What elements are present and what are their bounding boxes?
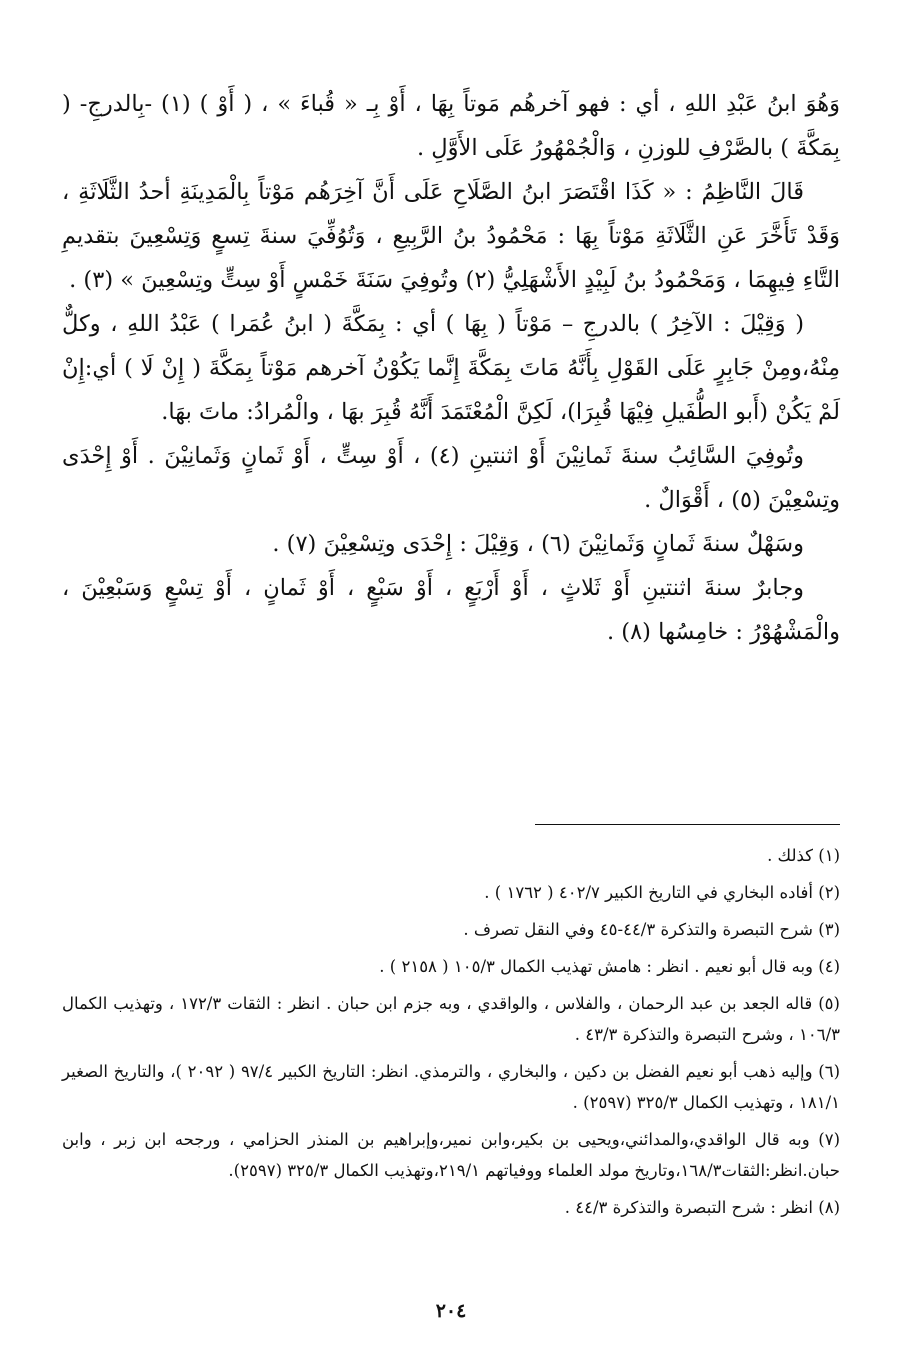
paragraph-4: وتُوفِيَ السَّائِبُ سنةَ ثَمانِيْنَ أَوْ اثنتينِ (٤) ، أَوْ سِتٍّ ، أَوْ ثَمانٍ وَثَمانِيْنَ . أَوْ إِحْدَى وتِسْعِيْنَ (٥) ، أَقْوَالٌ . [62,443,840,513]
paragraph-3: ( وَقِيْلَ : الآخِرُ ) بالدرجِ – مَوْتاً ( بِهَا ) أي : بِمَكَّةَ ( ابنُ عُمَرا ) عَبْدُ اللهِ ، وكلٌّ مِنْهُ،ومِنْ جَابِرٍ عَلَى القَوْلِ بِأَنَّهُ مَاتَ بِمَكَّةَ إِنَّما يَكُوْنُ آخرهم مَوْتاً بِمَكَّةَ ( إِنْ لَا ) أي:إِنْ لَمْ يَكُنْ (أَبو الطُّفَيلِ فِيْهَا قُبِرَا)، لَكِنَّ الْمُعْتَمَدَ أَنَّهُ قُبِرَ بهَا ، والْمُرادُ: ماتَ بهَا. [62,311,840,425]
footnote-7: (٧) وبه قال الواقدي،والمدائني،ويحيى بن بكير،وابن نمير،وإبراهيم بن المنذر الحزامي ، ورجحه ابن زبر ، وابن حبان.انظر:الثقات١٦٨/٣،وتاريخ مولد العلماء ووفياتهم ٢١٩/١،وتهذيب الكمال ٣٢٥/٣ (٢٥٩٧). [62,1130,840,1180]
main-text [62,82,840,654]
footnote-3: (٣) شرح التبصرة والتذكرة ٤٤/٣-٤٥ وفي النقل تصرف . [463,920,840,939]
footnote-1: (١) كذلك . [767,846,840,865]
document-page [62,82,840,1352]
footnote-4: (٤) وبه قال أبو نعيم . انظر : هامش تهذيب الكمال ١٠٥/٣ ( ٢١٥٨ ) . [379,957,840,976]
paragraph-6: وجابرٌ سنةَ اثنتينِ أَوْ ثَلاثٍ ، أَوْ أَرْبَعٍ ، أَوْ سَبْعٍ ، أَوْ ثَمانٍ ، أَوْ تِسْعٍ وَسَبْعِيْنَ ، والْمَشْهُوْرُ : خامِسُها (٨) . [62,575,840,645]
footnotes [62,840,840,1229]
paragraph-5: وسَهْلٌ سنةَ ثَمانٍ وَثَمانِيْنَ (٦) ، وَقِيْلَ : إِحْدَى وتِسْعِيْنَ (٧) . [272,531,804,557]
footnote-2: (٢) أفاده البخاري في التاريخ الكبير ٤٠٢/٧ ( ١٧٦٢ ) . [484,883,840,902]
footnote-6: (٦) وإليه ذهب أبو نعيم الفضل بن دكين ، والبخاري ، والترمذي. انظر: التاريخ الكبير ٩٧/٤ ( ٢٠٩٢ )، والتاريخ الصغير ١٨١/١ ، وتهذيب الكمال ٣٢٥/٣ (٢٥٩٧) . [62,1062,840,1112]
page-number: ٢٠٤ [435,1300,467,1322]
paragraph-1: وَهُوَ ابنُ عَبْدِ اللهِ ، أي : فهو آخرهُم مَوتاً بِهَا ، أَوْ بِـ « قُباءَ » ، ( أَوْ ) (١) -بِالدرجِ- ( بِمَكَّةَ ) بالصَّرْفِ للوزنِ ، وَالْجُمْهُورُ عَلَى الأَوَّلِ . [62,91,840,161]
footnote-8: (٨) انظر : شرح التبصرة والتذكرة ٤٤/٣ . [564,1198,840,1217]
paragraph-2: قَالَ النَّاظِمُ : « كَذَا اقْتَصَرَ ابنُ الصَّلَاحِ عَلَى أَنَّ آخِرَهُم مَوْتاً بِالْمَدِينَةِ أحدُ الثَّلَاثَةِ ، وَقَدْ تَأَخَّرَ عَنِ الثَّلَاثَةِ مَوْتاً بِهَا : مَحْمُودُ بنُ الرَّبِيعِ ، وَتُوُفِّيَ سنةَ تِسعٍ وَتِسْعِينَ بتقديمِ التَّاءِ فِيهِمَا ، وَمَحْمُودُ بنُ لَبِيْدٍ الأَشْهَلِيُّ (٢) وتُوفِيَ سَنَةَ خَمْسٍ أَوْ سِتٍّ وتِسْعِينَ » (٣) . [62,179,840,293]
footnote-separator [535,824,840,825]
footnote-5: (٥) قاله الجعد بن عبد الرحمان ، والفلاس ، والواقدي ، وبه جزم ابن حبان . انظر : الثقات ١٧٢/٣ ، وتهذيب الكمال ١٠٦/٣ ، وشرح التبصرة والتذكرة ٤٣/٣ . [62,994,840,1044]
